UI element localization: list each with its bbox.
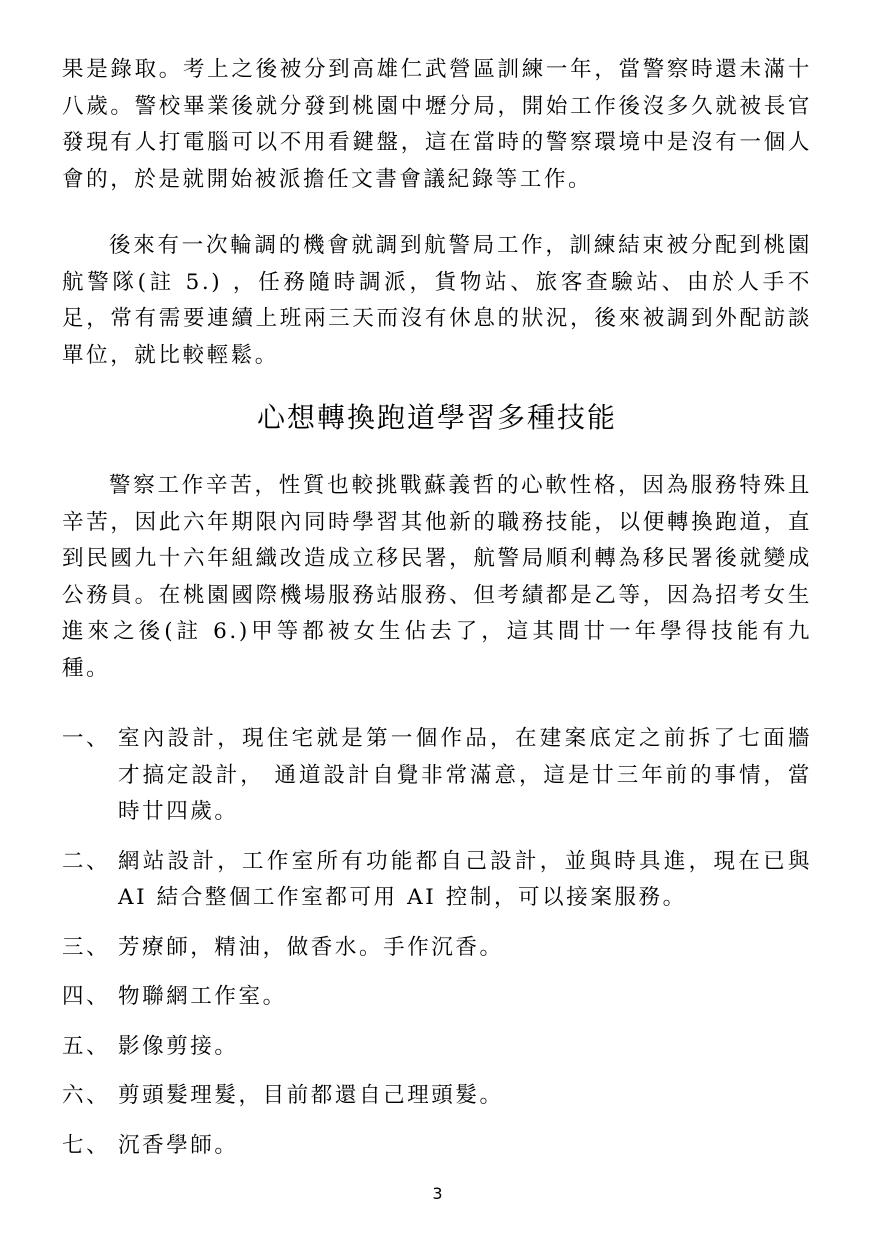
paragraph-career-change: 警察工作辛苦，性質也較挑戰蘇義哲的心軟性格，因為服務特殊且辛苦，因此六年期限內同時學習其他新的職務技能，以便轉換跑道，直到民國九十六年組織改造成立移民署，航警局順利轉為移民署後就變成公務員。在桃園國際機場服務站服務、但考績都是乙等，因為招考女生進來之後(註 6.)甲等都被女生佔去了，這其間廿一年學得技能有九種。 [62,473,812,681]
list-marker: 四、 [62,984,111,1009]
list-item [62,844,812,917]
list-marker: 二、 [62,848,111,874]
list-item [62,1078,812,1115]
list-item-text: 剪頭髮理髮，目前都還自己理頭髮。 [118,1083,504,1108]
list-item [62,979,812,1016]
list-item [62,1128,812,1165]
paragraph-police-academy: 果是錄取。考上之後被分到高雄仁武營區訓練一年，當警察時還未滿十八歲。警校畢業後就分發到桃園中壢分局，開始工作後沒多久就被長官發現有人打電腦可以不用看鍵盤，這在當時的警察環境中是沒有一個人會的，於是就開始被派擔任文書會議紀錄等工作。 [62,57,812,192]
list-marker: 三、 [62,934,111,960]
list-marker: 一、 [62,726,111,751]
list-item [62,1029,812,1066]
list-item-text: 芳療師，精油，做香水。手作沉香。 [118,934,504,960]
list-item [62,930,812,967]
document-page [62,52,812,1177]
paragraph-aviation-police: 後來有一次輪調的機會就調到航警局工作，訓練結束被分配到桃園航警隊(註 5.) ，任務隨時調派，貨物站、旅客查驗站、由於人手不足，常有需要連續上班兩三天而沒有休息的狀況，後來被調到外配訪談單位，就比較輕鬆。 [62,233,812,368]
page-number: 3 [432,1184,443,1203]
list-item-text: 影像剪接。 [118,1033,239,1059]
list-marker: 六、 [62,1083,111,1108]
list-marker: 五、 [62,1033,111,1059]
list-item-text: 網站設計，工作室所有功能都自己設計，並與時具進，現在已與 AI 結合整個工作室都可用 AI 控制，可以接案服務。 [118,848,812,910]
list-item-text: 沉香學師。 [118,1132,239,1158]
list-marker: 七、 [62,1132,111,1158]
list-item-text: 物聯網工作室。 [118,984,287,1009]
section-heading: 心想轉換跑道學習多種技能 [256,401,617,434]
skills-list [62,721,812,1164]
list-item-text: 室內設計，現住宅就是第一個作品，在建案底定之前拆了七面牆才搞定設計， 通道設計自覺非常滿意，這是廿三年前的事情，當時廿四歲。 [118,726,812,824]
list-item [62,721,812,831]
